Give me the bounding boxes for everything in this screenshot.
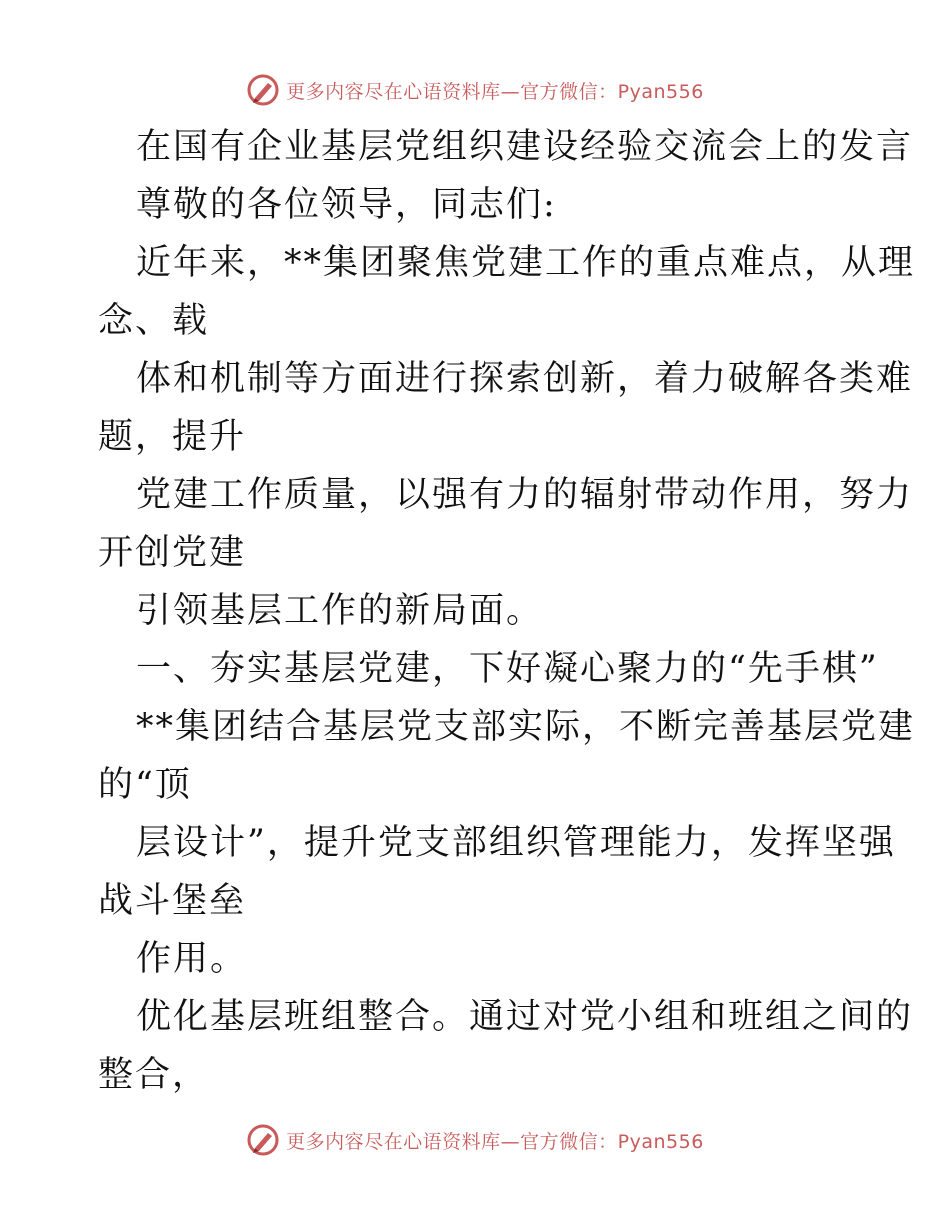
watermark-banner-top-inner [246,73,704,107]
document-title: 在国有企业基层党组织建设经验交流会上的发言 [136,127,914,167]
paragraph-line: 题，提升 [98,417,247,457]
pen-logo-icon [246,73,280,107]
pen-logo-icon [246,1123,280,1157]
watermark-banner-top [0,70,950,110]
paragraph-line: 的“顶 [98,765,192,805]
salutation: 尊敬的各位领导，同志们: [136,185,557,225]
paragraph-line: 党建工作质量，以强有力的辐射带动作用，努力 [136,475,914,515]
paragraph-line: 作用。 [136,939,248,979]
paragraph-line: 层设计”，提升党支部组织管理能力，发挥坚强 [136,823,896,863]
paragraph-line: 体和机制等方面进行探索创新，着力破解各类难 [136,359,914,399]
paragraph-line: 整合， [98,1055,210,1095]
watermark-banner-bottom-inner [246,1123,704,1157]
watermark-text-bottom: 更多内容尽在心语资料库—官方微信：Pyan556 [286,1130,704,1153]
paragraph-line: 战斗堡垒 [98,881,247,921]
paragraph-line: 优化基层班组整合。通过对党小组和班组之间的 [136,997,914,1037]
paragraph-line: 开创党建 [98,533,247,573]
paragraph-line: **集团结合基层党支部实际，不断完善基层党建 [136,707,916,747]
watermark-text-top: 更多内容尽在心语资料库—官方微信：Pyan556 [286,80,704,103]
document-body [98,118,916,1104]
watermark-banner-bottom [0,1120,950,1160]
paragraph-line: 近年来，**集团聚焦党建工作的重点难点，从理 [136,243,916,283]
paragraph-line: 念、载 [98,301,210,341]
paragraph-line: 引领基层工作的新局面。 [136,591,544,631]
section-heading: 一、夯实基层党建，下好凝心聚力的“先手棋” [136,649,879,689]
